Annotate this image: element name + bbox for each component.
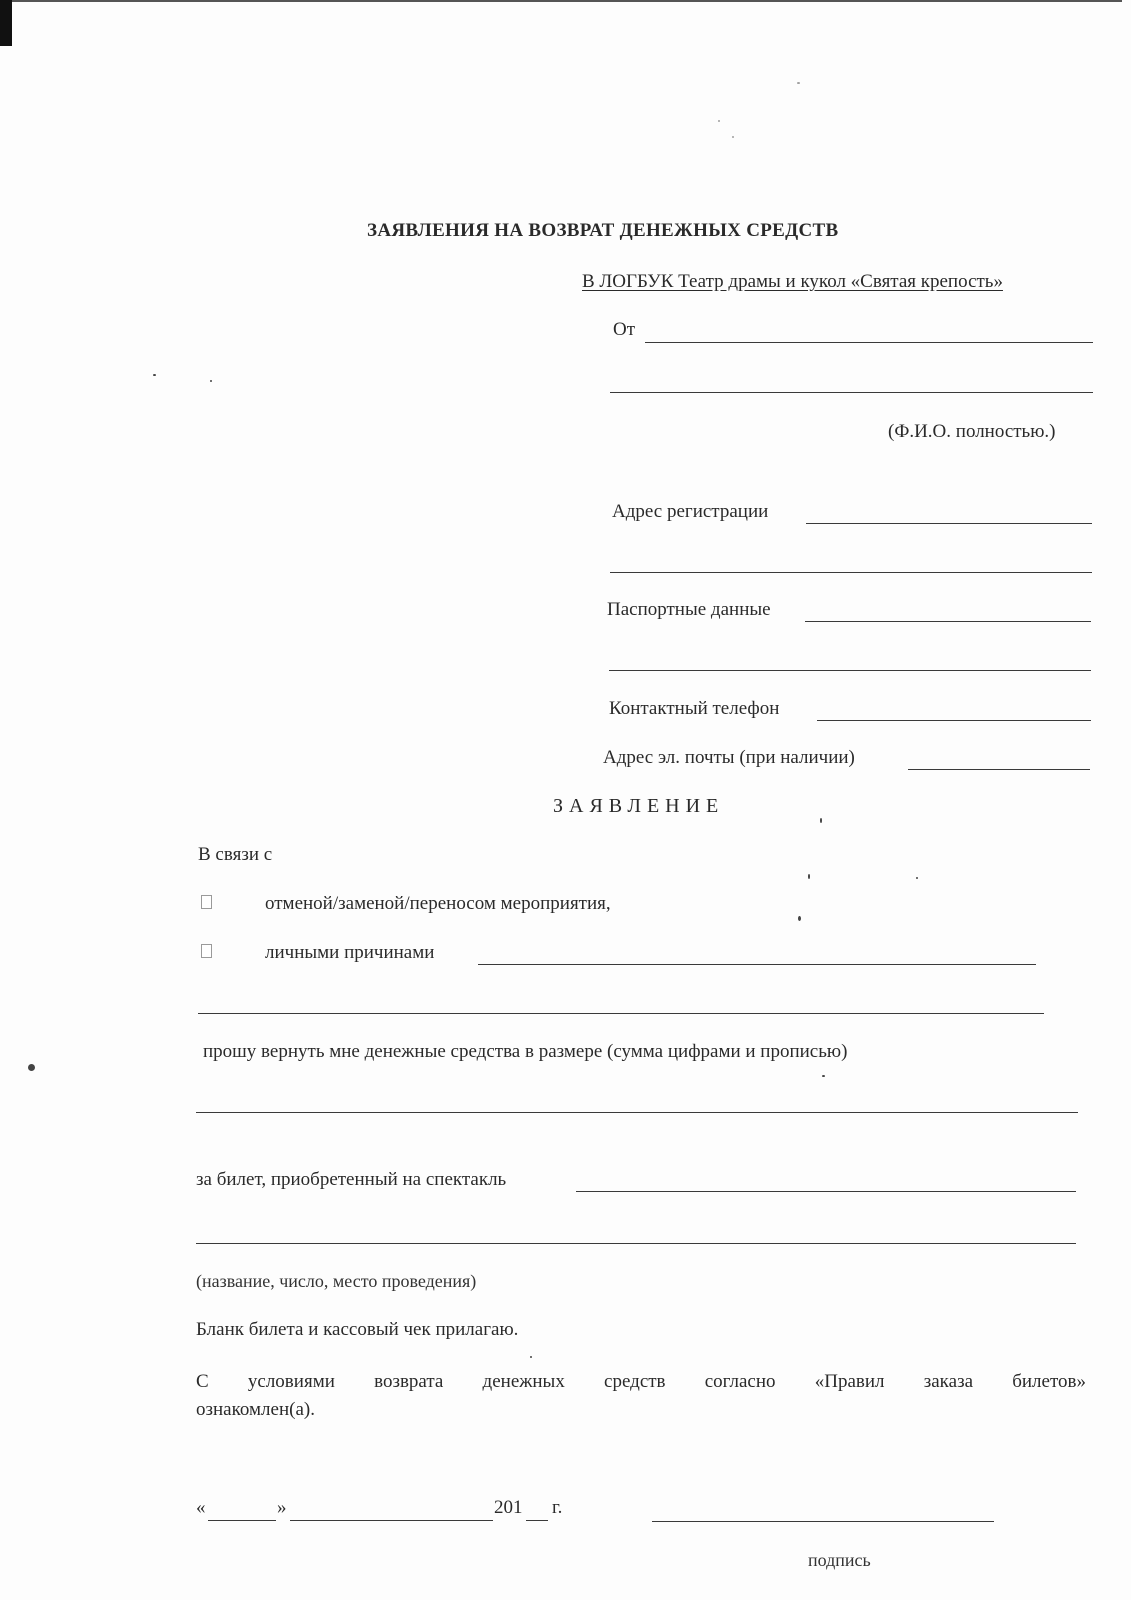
ticket-field-line-2[interactable] [196,1243,1076,1244]
cancel-option-checkbox[interactable] [201,895,212,909]
refund-amount-field-line[interactable] [196,1112,1078,1113]
signature-caption: подпись [808,1550,871,1570]
email-label: Адрес эл. почты (при наличии) [603,747,855,768]
reason-intro: В связи с [198,844,273,865]
scan-speck [808,874,810,879]
terms-text-line-1: С условиями возврата денежных средств согласно «Правил заказа билетов» [196,1371,1086,1392]
registration-address-field-line-1[interactable] [806,523,1092,524]
from-label: От [613,319,636,340]
date-year-prefix: 201 [494,1497,523,1518]
registration-address-label: Адрес регистрации [612,501,769,522]
ticket-label: за билет, приобретенный на спектакль [196,1169,507,1190]
scan-speck [820,818,822,823]
scan-speck [732,136,734,138]
document-title: ЗАЯВЛЕНИЯ НА ВОЗВРАТ ДЕНЕЖНЫХ СРЕДСТВ [367,220,839,241]
addressee: В ЛОГБУК Театр драмы и кукол «Святая крепость» [582,271,1003,292]
phone-field-line[interactable] [817,720,1091,721]
terms-text-line-2: ознакомлен(а). [196,1399,315,1420]
scan-speck [798,916,801,921]
scan-speck [210,380,212,382]
passport-field-line-1[interactable] [805,621,1091,622]
passport-label: Паспортные данные [607,599,771,620]
statement-heading: ЗАЯВЛЕНИЕ [553,795,725,817]
personal-option-label: личными причинами [265,942,435,963]
phone-label: Контактный телефон [609,698,780,719]
refund-request-text: прошу вернуть мне денежные средства в размере (сумма цифрами и прописью) [203,1041,848,1062]
email-field-line[interactable] [908,769,1090,770]
scan-speck [718,120,720,122]
passport-field-line-2[interactable] [609,670,1091,671]
date-year-field-line[interactable] [526,1520,548,1521]
fio-field-line-2[interactable] [610,392,1093,393]
ticket-field-line-1[interactable] [576,1191,1076,1192]
personal-reason-field-line-2[interactable] [198,1013,1044,1014]
date-year-suffix: г. [552,1497,563,1518]
scan-speck [797,82,800,84]
scan-top-edge [12,0,1122,2]
signature-field-line[interactable] [652,1521,994,1522]
scan-speck [916,877,918,879]
fio-caption: (Ф.И.О. полностью.) [888,421,1056,442]
scan-speck [153,374,156,376]
scan-speck [530,1356,532,1358]
ticket-caption: (название, число, место проведения) [196,1271,477,1291]
scan-speck [28,1064,35,1071]
date-day-field-line[interactable] [208,1520,276,1521]
attachment-note: Бланк билета и кассовый чек прилагаю. [196,1319,519,1340]
date-close-quote: » [277,1497,287,1518]
date-open-quote: « [196,1497,206,1518]
personal-reason-field-line-1[interactable] [478,964,1036,965]
scan-speck [822,1075,825,1077]
registration-address-field-line-2[interactable] [610,572,1092,573]
scan-edge-mark [0,0,12,46]
fio-field-line-1[interactable] [645,342,1093,343]
personal-option-checkbox[interactable] [201,944,212,958]
cancel-option-label: отменой/заменой/переносом мероприятия, [265,893,611,914]
date-month-field-line[interactable] [290,1520,493,1521]
